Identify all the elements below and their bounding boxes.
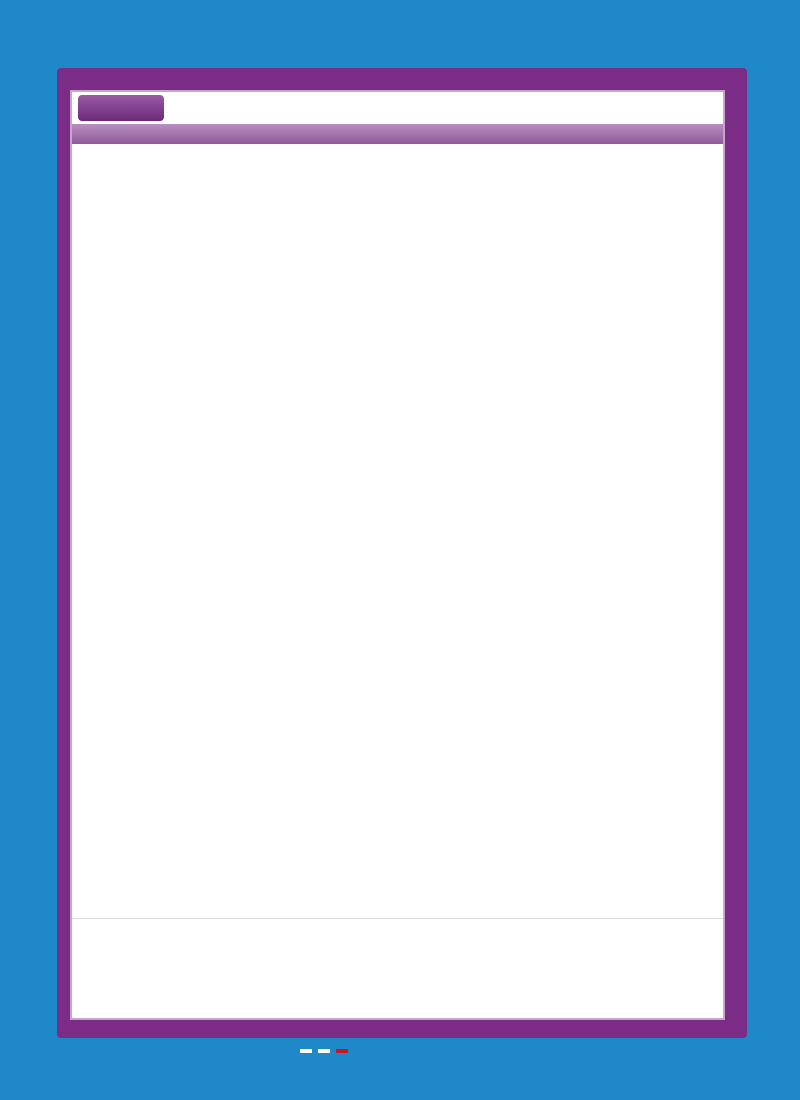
footer-url[interactable] xyxy=(318,1049,330,1053)
footer xyxy=(300,1040,360,1062)
column-header xyxy=(72,124,723,144)
footer-left xyxy=(300,1049,312,1053)
section-badge xyxy=(78,95,164,121)
footer-region xyxy=(336,1049,348,1053)
section-header xyxy=(72,92,723,124)
content-panel xyxy=(70,90,725,1020)
sponsor-logos xyxy=(72,918,723,1018)
top-banner xyxy=(0,0,800,60)
